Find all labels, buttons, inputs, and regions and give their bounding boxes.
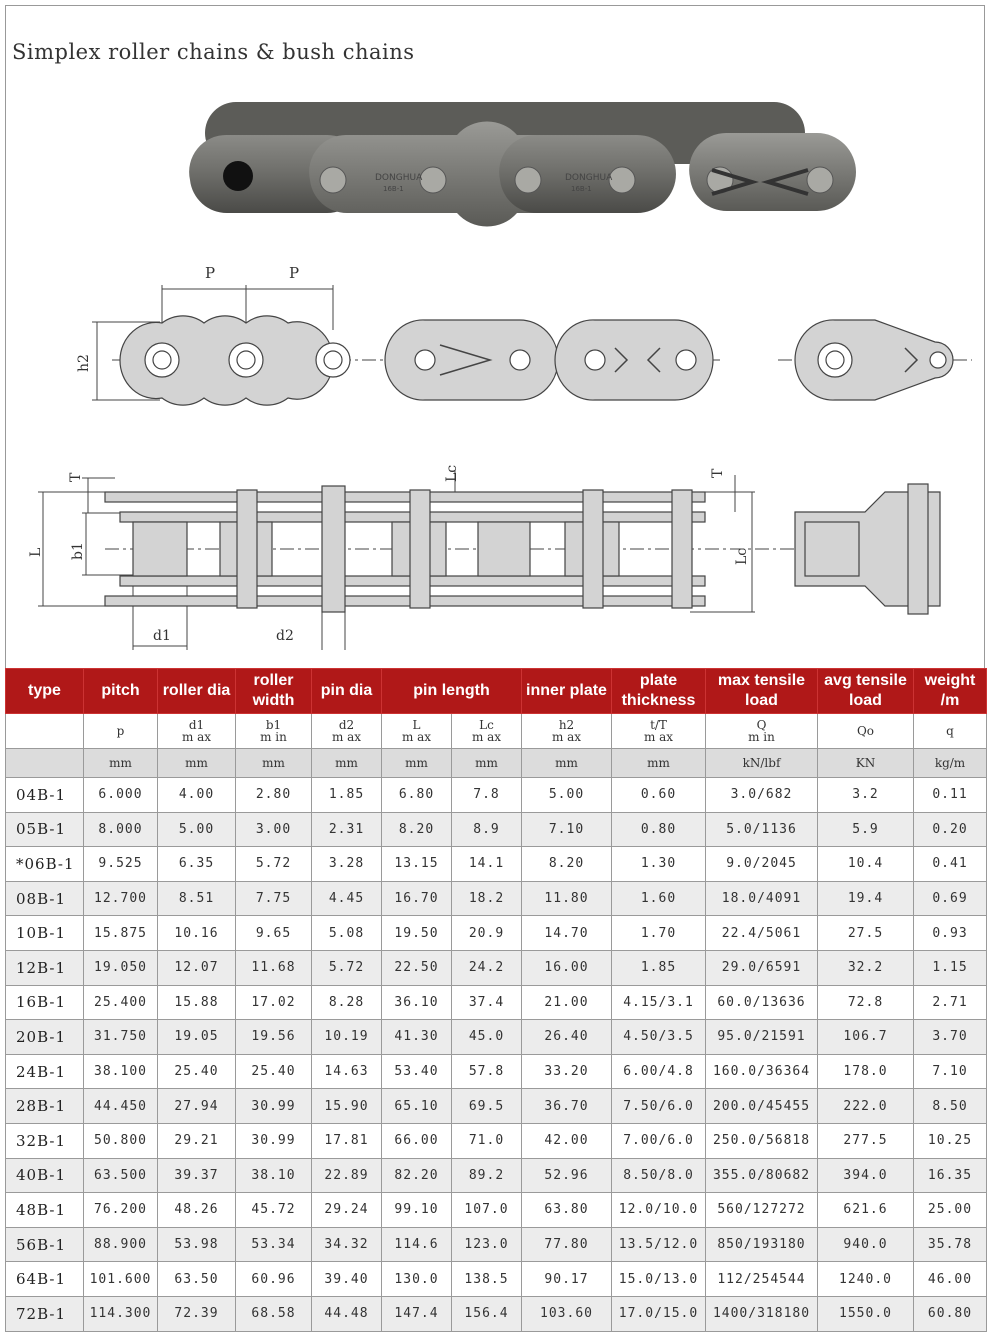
- table-row: [6, 950, 987, 985]
- value-cell: 103.60: [522, 1296, 612, 1331]
- value-cell: 13.5/12.0: [612, 1227, 706, 1262]
- value-cell: 7.10: [522, 812, 612, 847]
- value-cell: 14.70: [522, 916, 612, 951]
- value-cell: 2.80: [236, 778, 312, 813]
- header-inner-plate: inner plate: [522, 669, 612, 714]
- value-cell: 101.600: [84, 1262, 158, 1297]
- value-cell: 50.800: [84, 1123, 158, 1158]
- header-plate-thickness: plate thickness: [612, 669, 706, 714]
- value-cell: 0.41: [914, 847, 987, 882]
- symbol-cell: [158, 714, 236, 749]
- value-cell: 69.5: [452, 1089, 522, 1124]
- value-cell: 63.80: [522, 1193, 612, 1228]
- chain-type-cell: 32B-1: [6, 1123, 84, 1158]
- symbol-qualifier: m in: [748, 730, 775, 744]
- top-view-drawing: [0, 0, 992, 660]
- value-cell: 95.0/21591: [706, 1020, 818, 1055]
- value-cell: 89.2: [452, 1158, 522, 1193]
- value-cell: 156.4: [452, 1296, 522, 1331]
- value-cell: 5.9: [818, 812, 914, 847]
- value-cell: 19.05: [158, 1020, 236, 1055]
- value-cell: 7.8: [452, 778, 522, 813]
- value-cell: 940.0: [818, 1227, 914, 1262]
- table-row: [6, 778, 987, 813]
- unit-cell: mm: [452, 749, 522, 778]
- value-cell: 39.37: [158, 1158, 236, 1193]
- value-cell: 41.30: [382, 1020, 452, 1055]
- value-cell: 9.0/2045: [706, 847, 818, 882]
- value-cell: 25.00: [914, 1193, 987, 1228]
- symbol-qualifier: m ax: [643, 730, 674, 744]
- value-cell: 1550.0: [818, 1296, 914, 1331]
- value-cell: 20.9: [452, 916, 522, 951]
- value-cell: 130.0: [382, 1262, 452, 1297]
- value-cell: 60.80: [914, 1296, 987, 1331]
- chain-type-cell: 04B-1: [6, 778, 84, 813]
- value-cell: 27.5: [818, 916, 914, 951]
- value-cell: 12.0/10.0: [612, 1193, 706, 1228]
- table-row: [6, 1089, 987, 1124]
- value-cell: 16.35: [914, 1158, 987, 1193]
- value-cell: 114.300: [84, 1296, 158, 1331]
- value-cell: 8.000: [84, 812, 158, 847]
- value-cell: 277.5: [818, 1123, 914, 1158]
- value-cell: 8.50: [914, 1089, 987, 1124]
- value-cell: 114.6: [382, 1227, 452, 1262]
- chain-type-cell: 72B-1: [6, 1296, 84, 1331]
- unit-cell: mm: [522, 749, 612, 778]
- value-cell: 30.99: [236, 1123, 312, 1158]
- value-cell: 17.02: [236, 985, 312, 1020]
- table-row: [6, 1227, 987, 1262]
- value-cell: 31.750: [84, 1020, 158, 1055]
- header-avg-tensile: avg tensile load: [818, 669, 914, 714]
- value-cell: 0.69: [914, 881, 987, 916]
- value-cell: 147.4: [382, 1296, 452, 1331]
- thickness-label-left: T: [68, 472, 84, 482]
- length-label: L: [28, 547, 44, 557]
- value-cell: 44.48: [312, 1296, 382, 1331]
- value-cell: 7.50/6.0: [612, 1089, 706, 1124]
- value-cell: 60.96: [236, 1262, 312, 1297]
- symbol-cell: [452, 714, 522, 749]
- value-cell: 30.99: [236, 1089, 312, 1124]
- value-cell: 0.93: [914, 916, 987, 951]
- symbol-text: Q: [756, 718, 767, 732]
- value-cell: 53.40: [382, 1054, 452, 1089]
- value-cell: 15.88: [158, 985, 236, 1020]
- value-cell: 1.85: [612, 950, 706, 985]
- value-cell: 0.20: [914, 812, 987, 847]
- value-cell: 37.4: [452, 985, 522, 1020]
- table-row: [6, 1158, 987, 1193]
- value-cell: 4.00: [158, 778, 236, 813]
- chain-type-cell: 16B-1: [6, 985, 84, 1020]
- symbol-cell: [818, 714, 914, 749]
- symbol-cell: [706, 714, 818, 749]
- chain-type-cell: *06B-1: [6, 847, 84, 882]
- value-cell: 35.78: [914, 1227, 987, 1262]
- table-row: [6, 881, 987, 916]
- table-row: [6, 1262, 987, 1297]
- symbol-qualifier: m ax: [181, 730, 212, 744]
- value-cell: 8.50/8.0: [612, 1158, 706, 1193]
- value-cell: 66.00: [382, 1123, 452, 1158]
- symbol-cell: [236, 714, 312, 749]
- value-cell: 106.7: [818, 1020, 914, 1055]
- unit-cell: [6, 749, 84, 778]
- value-cell: 68.58: [236, 1296, 312, 1331]
- chain-type-cell: 12B-1: [6, 950, 84, 985]
- unit-cell: mm: [312, 749, 382, 778]
- value-cell: 3.28: [312, 847, 382, 882]
- value-cell: 15.875: [84, 916, 158, 951]
- value-cell: 11.68: [236, 950, 312, 985]
- value-cell: 27.94: [158, 1089, 236, 1124]
- value-cell: 178.0: [818, 1054, 914, 1089]
- value-cell: 4.15/3.1: [612, 985, 706, 1020]
- value-cell: 8.20: [522, 847, 612, 882]
- chain-type-cell: 56B-1: [6, 1227, 84, 1262]
- value-cell: 394.0: [818, 1158, 914, 1193]
- value-cell: 14.63: [312, 1054, 382, 1089]
- value-cell: 1400/318180: [706, 1296, 818, 1331]
- unit-cell: mm: [84, 749, 158, 778]
- value-cell: 7.00/6.0: [612, 1123, 706, 1158]
- plate-marking-sub-2: 16B-1: [571, 185, 592, 193]
- value-cell: 72.39: [158, 1296, 236, 1331]
- value-cell: 48.26: [158, 1193, 236, 1228]
- value-cell: 77.80: [522, 1227, 612, 1262]
- header-roller-dia: roller dia: [158, 669, 236, 714]
- value-cell: 1.60: [612, 881, 706, 916]
- table-row: [6, 847, 987, 882]
- value-cell: 19.4: [818, 881, 914, 916]
- value-cell: 22.4/5061: [706, 916, 818, 951]
- value-cell: 1.30: [612, 847, 706, 882]
- symbol-text: q: [946, 724, 954, 738]
- value-cell: 16.00: [522, 950, 612, 985]
- value-cell: 0.11: [914, 778, 987, 813]
- header-pin-dia: pin dia: [312, 669, 382, 714]
- unit-cell: KN: [818, 749, 914, 778]
- value-cell: 0.60: [612, 778, 706, 813]
- symbol-cell: [612, 714, 706, 749]
- table-row: [6, 1020, 987, 1055]
- value-cell: 90.17: [522, 1262, 612, 1297]
- value-cell: 621.6: [818, 1193, 914, 1228]
- value-cell: 21.00: [522, 985, 612, 1020]
- value-cell: 63.500: [84, 1158, 158, 1193]
- value-cell: 10.19: [312, 1020, 382, 1055]
- unit-cell: kg/m: [914, 749, 987, 778]
- plate-marking: DONGHUA: [375, 173, 423, 183]
- table-row: [6, 812, 987, 847]
- value-cell: 16.70: [382, 881, 452, 916]
- value-cell: 25.40: [158, 1054, 236, 1089]
- value-cell: 29.24: [312, 1193, 382, 1228]
- value-cell: 29.21: [158, 1123, 236, 1158]
- value-cell: 5.0/1136: [706, 812, 818, 847]
- symbol-cell: [84, 714, 158, 749]
- symbol-cell: [382, 714, 452, 749]
- lc-label-right: Lc: [734, 547, 750, 565]
- value-cell: 6.00/4.8: [612, 1054, 706, 1089]
- chain-type-cell: 48B-1: [6, 1193, 84, 1228]
- value-cell: 123.0: [452, 1227, 522, 1262]
- spec-table: [5, 668, 987, 1332]
- pitch-label-2: P: [289, 264, 300, 282]
- value-cell: 38.10: [236, 1158, 312, 1193]
- value-cell: 71.0: [452, 1123, 522, 1158]
- symbol-cell: [312, 714, 382, 749]
- value-cell: 63.50: [158, 1262, 236, 1297]
- unit-cell: mm: [382, 749, 452, 778]
- value-cell: 10.4: [818, 847, 914, 882]
- value-cell: 1240.0: [818, 1262, 914, 1297]
- value-cell: 19.050: [84, 950, 158, 985]
- value-cell: 107.0: [452, 1193, 522, 1228]
- value-cell: 18.2: [452, 881, 522, 916]
- value-cell: 36.10: [382, 985, 452, 1020]
- symbol-qualifier: m ax: [551, 730, 582, 744]
- pitch-label-1: P: [205, 264, 216, 282]
- value-cell: 3.00: [236, 812, 312, 847]
- value-cell: 1.15: [914, 950, 987, 985]
- value-cell: 8.9: [452, 812, 522, 847]
- symbol-cell: [914, 714, 987, 749]
- page-title: Simplex roller chains & bush chains: [12, 40, 415, 64]
- value-cell: 6.80: [382, 778, 452, 813]
- inner-width-label: b1: [70, 542, 86, 560]
- symbol-text: b1: [265, 718, 282, 732]
- value-cell: 45.0: [452, 1020, 522, 1055]
- value-cell: 39.40: [312, 1262, 382, 1297]
- value-cell: 15.90: [312, 1089, 382, 1124]
- value-cell: 8.51: [158, 881, 236, 916]
- value-cell: 26.40: [522, 1020, 612, 1055]
- chain-type-cell: 24B-1: [6, 1054, 84, 1089]
- value-cell: 9.525: [84, 847, 158, 882]
- value-cell: 13.15: [382, 847, 452, 882]
- value-cell: 33.20: [522, 1054, 612, 1089]
- symbol-qualifier: m in: [260, 730, 287, 744]
- symbol-text: d2: [338, 718, 355, 732]
- value-cell: 12.700: [84, 881, 158, 916]
- value-cell: 72.8: [818, 985, 914, 1020]
- value-cell: 3.0/682: [706, 778, 818, 813]
- header-pitch: pitch: [84, 669, 158, 714]
- plate-marking-2: DONGHUA: [565, 173, 613, 183]
- symbol-qualifier: m ax: [471, 730, 502, 744]
- header-weight: weight /m: [914, 669, 987, 714]
- value-cell: 17.81: [312, 1123, 382, 1158]
- lc-label-top: Lc: [444, 464, 460, 482]
- value-cell: 38.100: [84, 1054, 158, 1089]
- value-cell: 5.00: [158, 812, 236, 847]
- chain-type-cell: 28B-1: [6, 1089, 84, 1124]
- value-cell: 76.200: [84, 1193, 158, 1228]
- value-cell: 112/254544: [706, 1262, 818, 1297]
- symbol-text: Lc: [479, 718, 494, 732]
- symbol-text: Qo: [856, 724, 875, 738]
- symbol-text: p: [116, 724, 125, 738]
- thickness-label-right: T: [710, 468, 726, 478]
- header-row: [6, 669, 987, 714]
- value-cell: 8.28: [312, 985, 382, 1020]
- unit-cell: mm: [612, 749, 706, 778]
- chain-type-cell: 10B-1: [6, 916, 84, 951]
- chain-type-cell: 20B-1: [6, 1020, 84, 1055]
- plate-marking-sub: 16B-1: [383, 185, 404, 193]
- value-cell: 46.00: [914, 1262, 987, 1297]
- table-row: [6, 1193, 987, 1228]
- value-cell: 99.10: [382, 1193, 452, 1228]
- value-cell: 32.2: [818, 950, 914, 985]
- value-cell: 11.80: [522, 881, 612, 916]
- value-cell: 29.0/6591: [706, 950, 818, 985]
- unit-cell: mm: [236, 749, 312, 778]
- value-cell: 24.2: [452, 950, 522, 985]
- value-cell: 850/193180: [706, 1227, 818, 1262]
- value-cell: 2.71: [914, 985, 987, 1020]
- value-cell: 3.70: [914, 1020, 987, 1055]
- value-cell: 7.10: [914, 1054, 987, 1089]
- height-label: h2: [76, 354, 92, 372]
- value-cell: 18.0/4091: [706, 881, 818, 916]
- value-cell: 355.0/80682: [706, 1158, 818, 1193]
- value-cell: 4.50/3.5: [612, 1020, 706, 1055]
- symbol-cell: [522, 714, 612, 749]
- value-cell: 5.00: [522, 778, 612, 813]
- value-cell: 1.70: [612, 916, 706, 951]
- value-cell: 0.80: [612, 812, 706, 847]
- value-cell: 19.50: [382, 916, 452, 951]
- value-cell: 34.32: [312, 1227, 382, 1262]
- unit-cell: kN/lbf: [706, 749, 818, 778]
- value-cell: 7.75: [236, 881, 312, 916]
- value-cell: 5.72: [236, 847, 312, 882]
- value-cell: 53.98: [158, 1227, 236, 1262]
- value-cell: 200.0/45455: [706, 1089, 818, 1124]
- chain-type-cell: 40B-1: [6, 1158, 84, 1193]
- value-cell: 250.0/56818: [706, 1123, 818, 1158]
- value-cell: 15.0/13.0: [612, 1262, 706, 1297]
- symbol-text: L: [412, 718, 421, 732]
- roller-dia-label: d1: [153, 628, 171, 644]
- value-cell: 2.31: [312, 812, 382, 847]
- value-cell: 560/127272: [706, 1193, 818, 1228]
- value-cell: 42.00: [522, 1123, 612, 1158]
- unit-cell: mm: [158, 749, 236, 778]
- value-cell: 8.20: [382, 812, 452, 847]
- value-cell: 44.450: [84, 1089, 158, 1124]
- unit-row: [6, 749, 987, 778]
- value-cell: 222.0: [818, 1089, 914, 1124]
- header-pin-length: pin length: [382, 669, 522, 714]
- value-cell: 6.35: [158, 847, 236, 882]
- value-cell: 12.07: [158, 950, 236, 985]
- table-row: [6, 985, 987, 1020]
- value-cell: 160.0/36364: [706, 1054, 818, 1089]
- value-cell: 17.0/15.0: [612, 1296, 706, 1331]
- value-cell: 25.400: [84, 985, 158, 1020]
- value-cell: 60.0/13636: [706, 985, 818, 1020]
- header-max-tensile: max tensile load: [706, 669, 818, 714]
- value-cell: 45.72: [236, 1193, 312, 1228]
- value-cell: 10.25: [914, 1123, 987, 1158]
- value-cell: 14.1: [452, 847, 522, 882]
- value-cell: 1.85: [312, 778, 382, 813]
- table-row: [6, 1123, 987, 1158]
- value-cell: 3.2: [818, 778, 914, 813]
- symbol-text: t/T: [650, 718, 667, 732]
- value-cell: 5.72: [312, 950, 382, 985]
- value-cell: 88.900: [84, 1227, 158, 1262]
- symbol-cell: [6, 714, 84, 749]
- value-cell: 65.10: [382, 1089, 452, 1124]
- chain-type-cell: 64B-1: [6, 1262, 84, 1297]
- value-cell: 5.08: [312, 916, 382, 951]
- value-cell: 25.40: [236, 1054, 312, 1089]
- value-cell: 138.5: [452, 1262, 522, 1297]
- value-cell: 82.20: [382, 1158, 452, 1193]
- value-cell: 57.8: [452, 1054, 522, 1089]
- value-cell: 22.50: [382, 950, 452, 985]
- symbol-text: h2: [558, 718, 575, 732]
- symbol-row: [6, 714, 987, 749]
- table-row: [6, 916, 987, 951]
- chain-type-cell: 05B-1: [6, 812, 84, 847]
- table-row: [6, 1054, 987, 1089]
- chain-type-cell: 08B-1: [6, 881, 84, 916]
- value-cell: 4.45: [312, 881, 382, 916]
- value-cell: 36.70: [522, 1089, 612, 1124]
- value-cell: 19.56: [236, 1020, 312, 1055]
- value-cell: 10.16: [158, 916, 236, 951]
- value-cell: 6.000: [84, 778, 158, 813]
- pin-dia-label: d2: [276, 628, 294, 644]
- symbol-qualifier: m ax: [331, 730, 362, 744]
- value-cell: 9.65: [236, 916, 312, 951]
- value-cell: 22.89: [312, 1158, 382, 1193]
- value-cell: 52.96: [522, 1158, 612, 1193]
- header-type: type: [6, 669, 84, 714]
- symbol-qualifier: m ax: [401, 730, 432, 744]
- header-roller-width: roller width: [236, 669, 312, 714]
- symbol-text: d1: [188, 718, 205, 732]
- table-row: [6, 1296, 987, 1331]
- value-cell: 53.34: [236, 1227, 312, 1262]
